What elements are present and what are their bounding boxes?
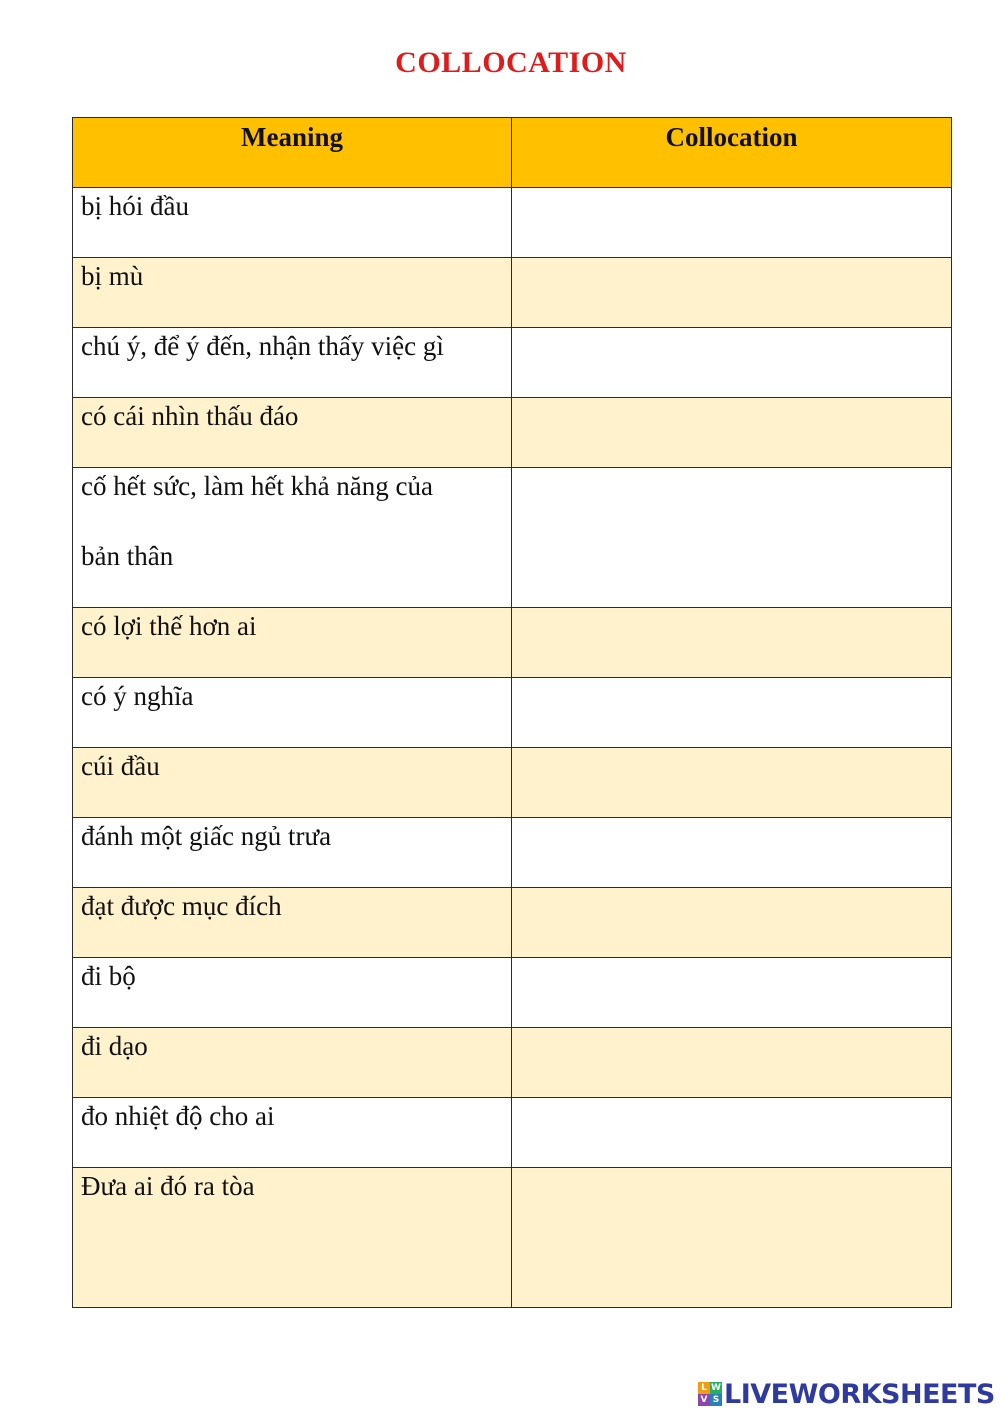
table-row	[73, 468, 952, 608]
collocation-answer-cell[interactable]	[512, 888, 952, 958]
collocation-answer-cell[interactable]	[512, 1028, 952, 1098]
logo-letter: V	[698, 1394, 710, 1406]
meaning-text: có cái nhìn thấu đáo	[81, 401, 299, 431]
meaning-cell	[73, 468, 512, 608]
meaning-text: bị hói đầu	[81, 191, 189, 221]
logo-letter: W	[711, 1383, 721, 1393]
collocation-answer-cell[interactable]	[512, 1098, 952, 1168]
header-collocation: Collocation	[512, 118, 952, 188]
meaning-text: cúi đầu	[81, 751, 160, 781]
meaning-text: cố hết sức, làm hết khả năng của	[81, 471, 434, 501]
meaning-text: bản thân	[81, 541, 174, 571]
meaning-cell	[73, 1168, 512, 1308]
table-row	[73, 1168, 952, 1308]
logo-letter: S	[710, 1394, 722, 1406]
collocation-answer-cell[interactable]	[512, 818, 952, 888]
collocation-answer-cell[interactable]	[512, 468, 952, 608]
meaning-text: chú ý, để ý đến, nhận thấy việc gì	[81, 331, 444, 361]
collocation-answer-cell[interactable]	[512, 748, 952, 818]
collocation-table	[72, 117, 952, 1308]
collocation-answer-cell[interactable]	[512, 188, 952, 258]
liveworksheets-branding	[698, 1378, 995, 1410]
meaning-text: đạt được mục đích	[81, 891, 282, 921]
liveworksheets-logo-icon	[698, 1382, 722, 1406]
meaning-text: Đưa ai đó ra tòa	[81, 1171, 255, 1201]
header-meaning: Meaning	[73, 118, 512, 188]
meaning-text: có ý nghĩa	[81, 681, 194, 711]
collocation-answer-cell[interactable]	[512, 958, 952, 1028]
meaning-text: đi dạo	[81, 1031, 148, 1061]
meaning-text: có lợi thế hơn ai	[81, 611, 257, 641]
brand-name: LIVEWORKSHEETS	[724, 1378, 995, 1410]
meaning-text: đi bộ	[81, 961, 136, 991]
table-body	[73, 188, 952, 1308]
collocation-answer-cell[interactable]	[512, 1168, 952, 1308]
collocation-answer-cell[interactable]	[512, 608, 952, 678]
meaning-text: đo nhiệt độ cho ai	[81, 1101, 275, 1131]
collocation-answer-cell[interactable]	[512, 328, 952, 398]
collocation-answer-cell[interactable]	[512, 678, 952, 748]
logo-letter: L	[698, 1382, 710, 1394]
collocation-answer-cell[interactable]	[512, 398, 952, 468]
meaning-text: đánh một giấc ngủ trưa	[81, 821, 332, 851]
page-title: COLLOCATION	[395, 46, 627, 79]
collocation-answer-cell[interactable]	[512, 258, 952, 328]
meaning-text: bị mù	[81, 261, 144, 291]
